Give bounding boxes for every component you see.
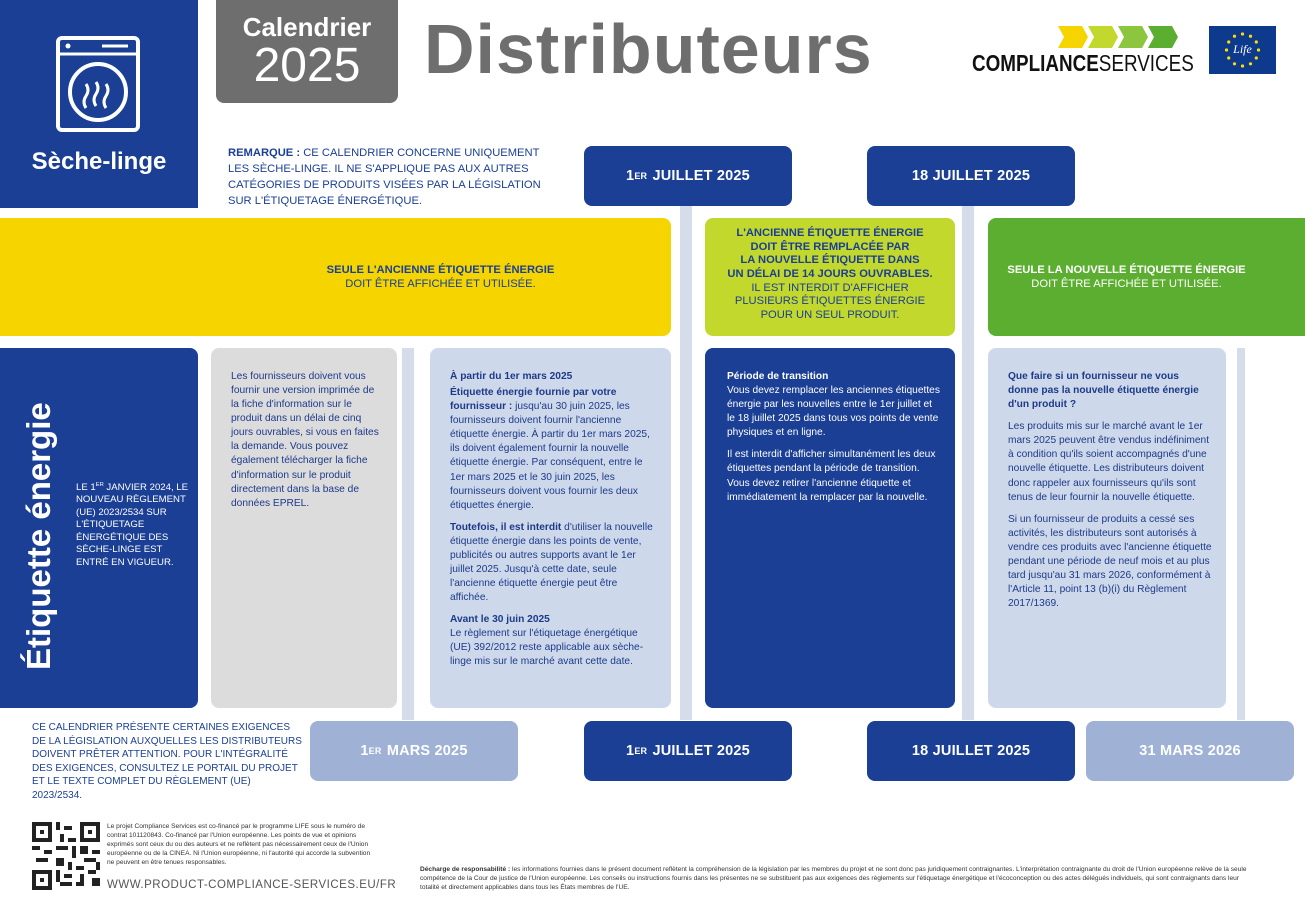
- product-panel: [0, 0, 198, 208]
- bottom-date-july-1: 1 ER JUILLET 2025: [584, 721, 792, 781]
- compliance-arrows-icon: [1058, 26, 1178, 48]
- remark-text: [228, 146, 548, 210]
- band-transition: L'ANCIENNE ÉTIQUETTE ÉNERGIE DOIT ÊTRE REMPLACÉE PAR LA NOUVELLE ÉTIQUETTE DANS UN DÉLAI DE 14 JOURS OUVRABLES. IL EST INTERDIT D'AFFICHER PLUSIEURS ÉTIQUETTES ÉNERGIE POUR UN SEUL PRODUIT.: [705, 218, 955, 336]
- product-label: Sèche-linge: [31, 148, 167, 175]
- compliance-logo: [970, 26, 1194, 78]
- band-new-label: SEULE LA NOUVELLE ÉTIQUETTE ÉNERGIE DOIT ÊTRE AFFICHÉE ET UTILISÉE.: [988, 218, 1305, 336]
- card-march-title: À partir du 1er mars 2025: [450, 371, 573, 382]
- logo-text-bold: COMPLIANCE: [972, 50, 1099, 76]
- funding-text: Le projet Compliance Services est co-financé par le programme LIFE sous le numéro de contrat 101120843. Co-financé par l'Union européenne. Les points de vue et opinions exprimés sont ceux du ou des auteurs et ne reflètent pas nécessairement ceux de l'Union européenne ou de la CINEA. Ni l'Union européenne, ni l'autorité qui accorde la subvention ne peuvent en être tenues responsables.: [107, 823, 371, 867]
- website-link[interactable]: WWW.PRODUCT-COMPLIANCE-SERVICES.EU/FR: [107, 879, 397, 891]
- top-date-july-18: 18 JUILLET 2025: [867, 146, 1075, 206]
- bottom-date-july-18: 18 JUILLET 2025: [867, 721, 1075, 781]
- band-old-label: SEULE L'ANCIENNE ÉTIQUETTE ÉNERGIE DOIT ÊTRE AFFICHÉE ET UTILISÉE.: [0, 218, 671, 336]
- remark-body: CE CALENDRIER CONCERNE UNIQUEMENT LES SÈCHE-LINGE. IL NE S'APPLIQUE PAS AUX AUTRES CATÉGORIES DE PRODUITS VISÉES PAR LA LÉGISLATION SUR L'ÉTIQUETAGE ÉNERGÉTIQUE.: [228, 147, 541, 207]
- card-transition-title: Période de transition: [727, 371, 829, 382]
- disclaimer-text: Décharge de responsabilité : les informations fournies dans le présent document reflètent la compréhension de la législation par les membres du projet et ne sont donc pas juridiquement contraignantes. L'interprétation contraignante du droit de l'Union européenne relève de la seule compétence de la Cour de justice de l'Union européenne. Les conseils ou instructions fournis dans les présentes ne se substituent pas aux exigences des règlements sur l'étiquetage énergétique et l'écoconception ou des actes délégués individuels, qui sont contraignants dans leur totalité et directement applicables dans tous les États membres de l'UE.: [420, 866, 1247, 892]
- card-fiche: Les fournisseurs doivent vous fournir une version imprimée de la fiche d'information sur le produit dans un délai de cinq jours ouvrables, si vous en faites la demande. Vous pouvez également télécharger la fiche d'information sur le produit directement dans la base de données EPREL.: [211, 348, 397, 708]
- card-transition: Période de transition Vous devez remplacer les anciennes étiquettes énergie par les nouvelles entre le 1er juillet et le 18 juillet 2025 dans tous vos points de vente physiques et en ligne. Il est interdit d'afficher simultanément les deux étiquettes pendant la période de transition. Vous devez retirer l'ancienne étiquette et immédiatement la remplacer par la nouvelle.: [705, 348, 955, 708]
- eu-life-logo: [1209, 26, 1276, 74]
- calendar-badge: [216, 0, 398, 103]
- bottom-date-march-2026: 31 MARS 2026: [1086, 721, 1294, 781]
- calendar-year: 2025: [253, 39, 361, 92]
- logo-text-light: SERVICES: [1098, 50, 1194, 76]
- bottom-date-march-1: 1 ER MARS 2025: [310, 721, 518, 781]
- eu-logo-text: Life: [1233, 42, 1252, 56]
- remark-lead: REMARQUE :: [228, 147, 301, 159]
- qr-code-icon[interactable]: [32, 822, 100, 890]
- card-supplier: Que faire si un fournisseur ne vous donne pas la nouvelle étiquette énergie d'un produit ? Les produits mis sur le marché avant le 1er mars 2025 peuvent être vendus indéfiniment à condition qu'ils soient accompagnés d'une nouvelle étiquette. Les distributeurs doivent donc rappeler aux fournisseurs qu'ils sont tenus de leur fournir la nouvelle étiquette. Si un fournisseur de produits a cessé ses activités, les distributeurs sont autorisés à vendre ces produits avec l'ancienne étiquette pendant une période de neuf mois et au plus tard jusqu'au 31 mars 2026, conformément à l'Article 11, point 13 (b)(i) du Règlement 2017/1369.: [988, 348, 1226, 708]
- top-date-july-1: 1 ER JUILLET 2025: [584, 146, 792, 206]
- page-title: Distributeurs: [424, 10, 873, 88]
- card-supplier-title: Que faire si un fournisseur ne vous donne pas la nouvelle étiquette énergie d'un produit ?: [1008, 371, 1199, 411]
- dryer-icon: [56, 36, 140, 132]
- energy-label-panel: [0, 348, 198, 708]
- card-march: À partir du 1er mars 2025 Étiquette énergie fournie par votre fournisseur : jusqu'au 30 juin 2025, les fournisseurs doivent fournir l'ancienne étiquette énergie. À partir du 1er mars 2025, ils doivent également fournir la nouvelle étiquette énergie. Par conséquent, entre le 1er mars 2025 et le 30 juin 2025, les fournisseurs doivent vous fournir les deux étiquettes énergie. Toutefois, il est interdit d'utiliser la nouvelle étiquette énergie dans les points de vente, publicités ou autres supports avant le 1er juillet 2025. Jusqu'à cette date, seule l'ancienne étiquette énergie peut être affichée. Avant le 30 juin 2025 Le règlement sur l'étiquetage énergétique (UE) 392/2012 reste applicable aux sèche-linge mis sur le marché avant cette date.: [430, 348, 671, 708]
- bottom-note: CE CALENDRIER PRÉSENTE CERTAINES EXIGENCES DE LA LÉGISLATION AUXQUELLES LES DISTRIBUTEURS DOIVENT PRÊTER ATTENTION. POUR L'INTÉGRALITÉ DES EXIGENCES, CONSULTEZ LE PORTAIL DU PROJET ET LE TEXTE COMPLET DU RÈGLEMENT (UE) 2023/2534.: [32, 722, 302, 801]
- calendar-word: Calendrier: [242, 12, 372, 42]
- regulation-text: LE 1ER JANVIER 2024, LE NOUVEAU RÈGLEMENT (UE) 2023/2534 SUR L'ÉTIQUETAGE ÉNERGÉTIQUE DES SÈCHE-LINGE EST ENTRÉ EN VIGUEUR.: [76, 481, 189, 568]
- vertical-label: Étiquette énergie: [20, 402, 57, 670]
